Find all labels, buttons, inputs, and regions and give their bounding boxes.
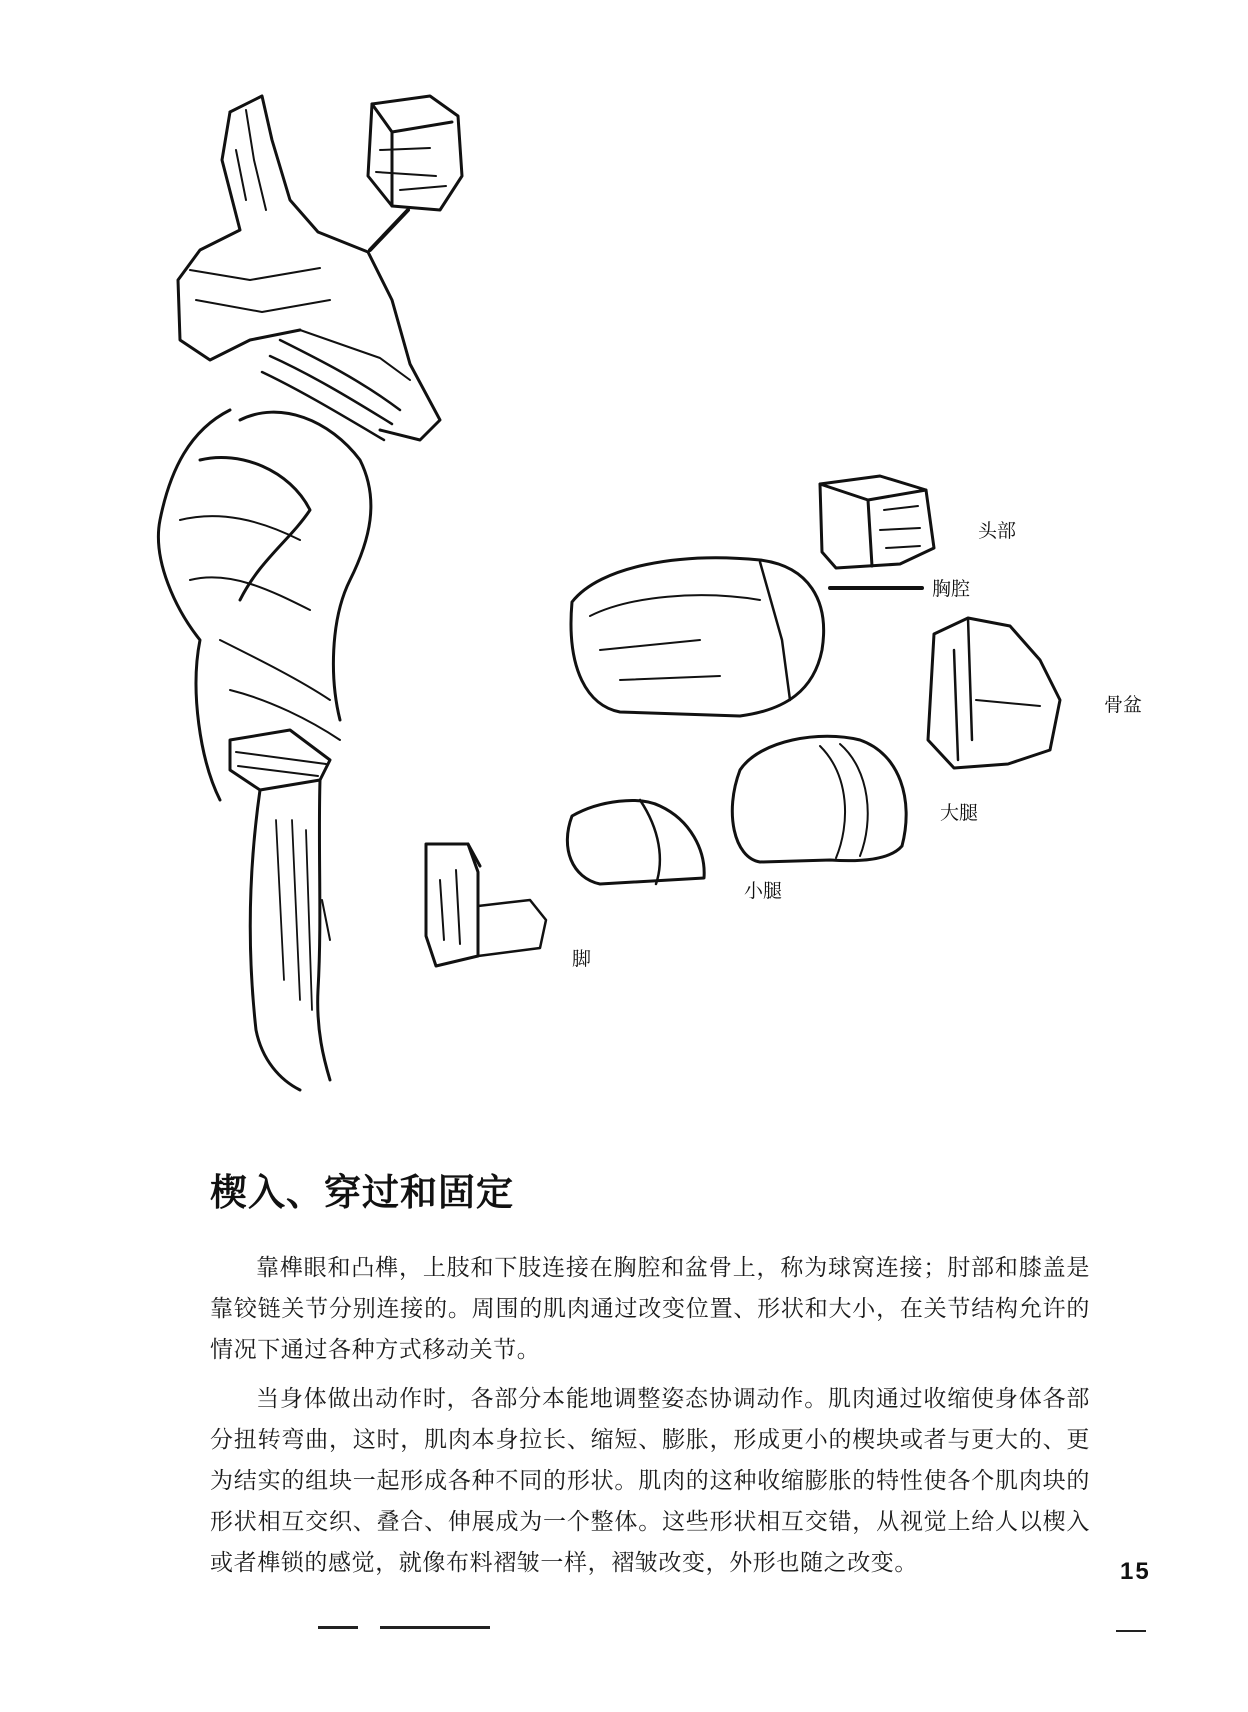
scan-artifact <box>318 1626 358 1629</box>
block-diagram <box>426 476 1060 966</box>
page-number: 15 <box>1120 1558 1151 1585</box>
label-head: 头部 <box>978 520 1017 542</box>
label-chest: 胸腔 <box>932 578 971 600</box>
torso-sketch <box>158 96 462 1090</box>
label-pelvis: 骨盆 <box>1104 694 1143 716</box>
body-text <box>210 1248 1090 1592</box>
scan-artifact <box>380 1626 490 1629</box>
label-thigh: 大腿 <box>940 802 979 824</box>
paragraph-2: 当身体做出动作时，各部分本能地调整姿态协调动作。肌肉通过收缩使身体各部分扭转弯曲，这时，肌肉本身拉长、缩短、膨胀，形成更小的楔块或者与更大的、更为结实的组块一起形成各种不同的形状。肌肉的这种收缩膨胀的特性使各个肌肉块的形状相互交织、叠合、伸展成为一个整体。这些形状相互交错，从视觉上给人以楔入或者榫锁的感觉，就像布料褶皱一样，褶皱改变，外形也随之改变。 <box>210 1386 1090 1576</box>
label-calf: 小腿 <box>744 880 783 902</box>
paragraph-1: 靠榫眼和凸榫，上肢和下肢连接在胸腔和盆骨上，称为球窝连接；肘部和膝盖是靠铰链关节分别连接的。周围的肌肉通过改变位置、形状和大小，在关节结构允许的情况下通过各种方式移动关节。 <box>210 1255 1090 1363</box>
section-heading: 楔入、穿过和固定 <box>210 1170 514 1214</box>
label-foot: 脚 <box>572 948 592 970</box>
scan-artifact <box>1116 1630 1146 1632</box>
